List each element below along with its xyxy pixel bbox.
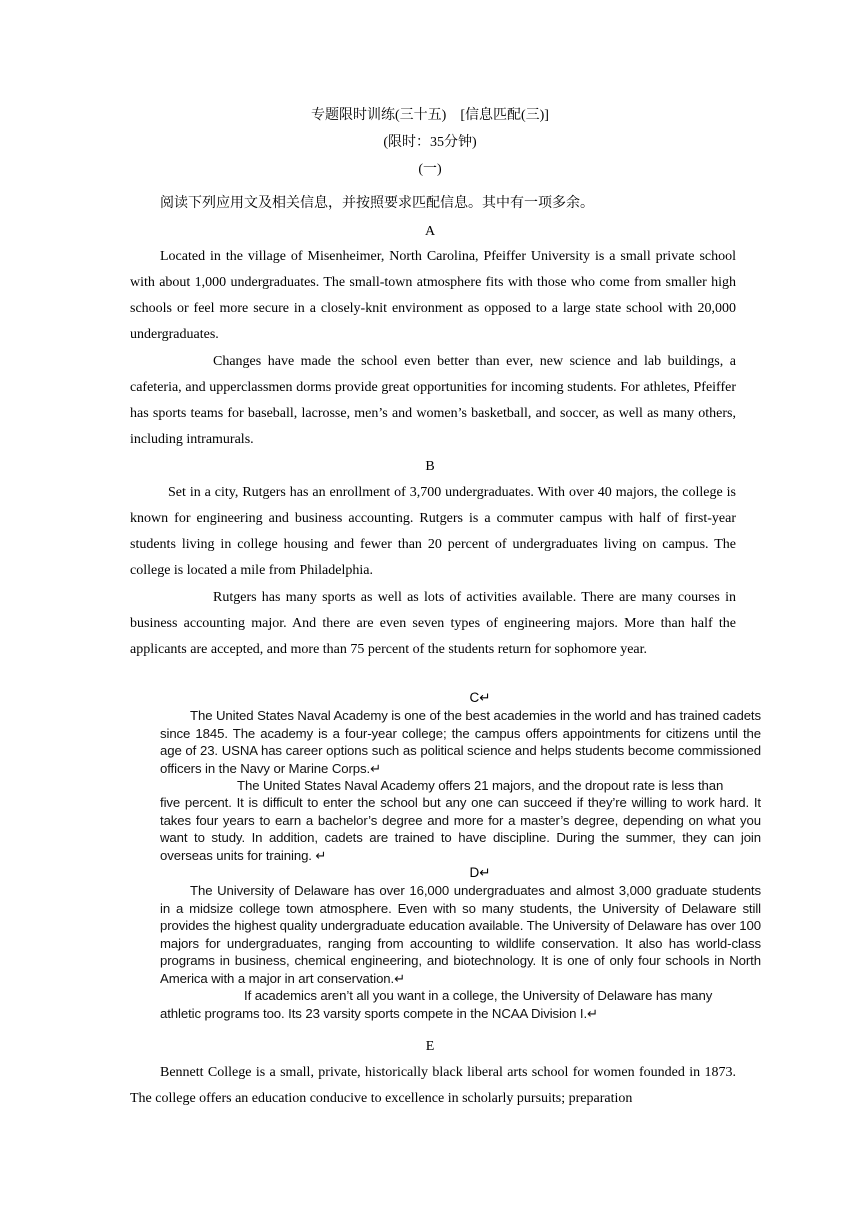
section-b-paragraph-1: Set in a city, Rutgers has an enrollment of 3,700 undergraduates. With over 40 majors, the college is known for engineering and business accounting. Rutgers is a commuter campus with half of first-year students living in college housing and fewer than 20 percent of undergraduates living on campus. The college is located a mile from Philadelphia. xyxy=(130,485,736,578)
section-a-paragraph-2: Changes have made the school even better than ever, new science and lab buildings, a cafeteria, and upperclassmen dorms provide great opportunities for incoming students. For athletes, Pfeiffer has sports teams for baseball, lacrosse, men’s and women’s basketball, and soccer, as well as many others, including intramurals. xyxy=(130,354,736,447)
section-b-letter: B xyxy=(425,459,435,474)
instructions: 阅读下列应用文及相关信息，并按照要求匹配信息。其中有一项多余。 xyxy=(160,196,594,211)
section-e-letter: E xyxy=(425,1039,435,1054)
section-c-paragraph-2-first-line: The United States Naval Academy offers 21 majors, and the dropout rate is less than xyxy=(237,778,724,793)
page-title: 专题限时训练(三十五) [信息匹配(三)] xyxy=(311,108,549,123)
section-c-paragraph-1: The United States Naval Academy is one of the best academies in the world and has trained cadets since 1845. The academy is a four-year college; the campus offers appointments for citizens until the age of 23. USNA has career options such as political science and helps students become commissioned officers in the Navy or Marine Corps.↵ xyxy=(160,708,761,776)
section-d-letter: D↵ xyxy=(469,865,491,880)
section-c-paragraph-2: five percent. It is difficult to enter the school but any one can succeed if they’re willing to work hard. It takes four years to earn a bachelor’s degree and more for a master’s degree, depending on what you want to study. In addition, cadets are trained to have discipline. During the summer, they can join overseas units for training. ↵ xyxy=(160,795,761,863)
section-a-letter: A xyxy=(424,224,436,239)
time-limit: (限时：35分钟) xyxy=(383,135,477,150)
section-e-paragraph-1: Bennett College is a small, private, historically black liberal arts school for women founded in 1873. The college offers an education conducive to excellence in scholarly pursuits; preparation xyxy=(130,1065,736,1106)
section-d-paragraph-2: athletic programs too. Its 23 varsity sports compete in the NCAA Division I.↵ xyxy=(160,1006,598,1021)
section-b-paragraph-2: Rutgers has many sports as well as lots of activities available. There are many courses in business accounting major. And there are even seven types of engineering majors. More than half the applicants are accepted, and more than 75 percent of the students return for sophomore year. xyxy=(130,590,736,657)
section-c-letter: C↵ xyxy=(469,690,491,705)
section-a-paragraph-1: Located in the village of Misenheimer, North Carolina, Pfeiffer University is a small private school with about 1,000 undergraduates. The small-town atmosphere fits with those who come from smaller high schools or feel more secure in a closely-knit environment as opposed to a large state school with 20,000 undergraduates. xyxy=(130,249,736,342)
section-d-paragraph-1: The University of Delaware has over 16,000 undergraduates and almost 3,000 graduate students in a midsize college town atmosphere. Even with so many students, the University of Delaware still provides the highest quality undergraduate education available. The University of Delaware has over 100 majors for undergraduates, ranging from accounting to wildlife conservation. It also has world-class programs in business, chemical engineering, and biotechnology. It is one of only four schools in North America with a major in art conservation.↵ xyxy=(160,883,761,986)
part-heading: (一) xyxy=(418,162,442,177)
section-d-paragraph-2-first-line: If academics aren’t all you want in a college, the University of Delaware has many xyxy=(244,988,713,1003)
